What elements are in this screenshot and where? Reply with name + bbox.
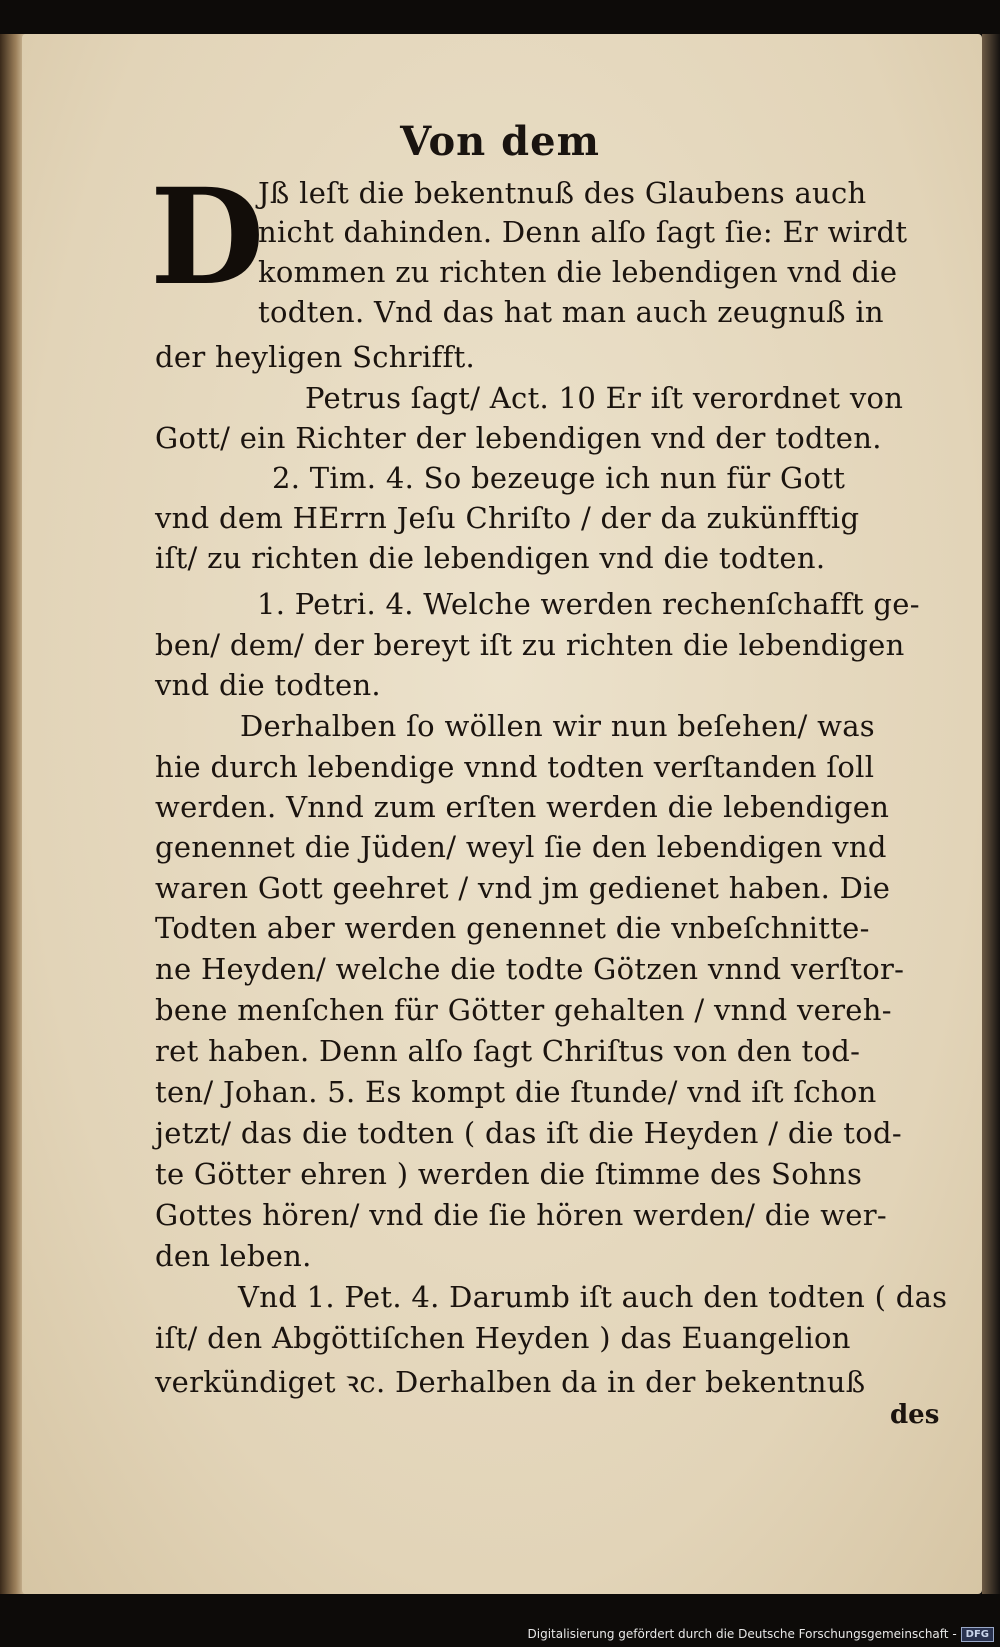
text-line: iſt/ den Abgöttiſchen Heyden ) das Euangelion bbox=[155, 1321, 851, 1355]
text-line: Jß leſt die bekentnuß des Glaubens auch bbox=[258, 176, 867, 210]
text-line: verkündiget ꝛc. Derhalben da in der bekentnuß bbox=[155, 1365, 866, 1399]
dfg-logo: DFG bbox=[961, 1627, 994, 1642]
text-line: ret haben. Denn alſo ſagt Chriſtus von den tod- bbox=[155, 1034, 861, 1068]
text-line: 2. Tim. 4. So bezeuge ich nun für Gott bbox=[272, 461, 846, 495]
text-line: jetzt/ das die todten ( das iſt die Heyden / die tod- bbox=[155, 1116, 902, 1150]
text-line: den leben. bbox=[155, 1239, 312, 1273]
text-line: vnd dem HErrn Jeſu Chriſto / der da zukünfftig bbox=[155, 501, 860, 535]
running-head: Von dem bbox=[400, 118, 600, 165]
text-line: waren Gott geehret / vnd jm gedienet haben. Die bbox=[155, 871, 891, 905]
text-line: bene menſchen für Götter gehalten / vnnd vereh- bbox=[155, 993, 892, 1027]
text-line: genennet die Jüden/ weyl ſie den lebendigen vnd bbox=[155, 830, 887, 864]
digitization-credit bbox=[528, 1625, 995, 1643]
text-line: der heyligen Schrifft. bbox=[155, 340, 476, 374]
text-line: 1. Petri. 4. Welche werden rechenſchafft ge- bbox=[257, 587, 920, 621]
text-line: Todten aber werden genennet die vnbeſchnitte- bbox=[155, 911, 870, 945]
catchword: des bbox=[890, 1400, 940, 1430]
text-line: kommen zu richten die lebendigen vnd die bbox=[258, 255, 898, 289]
text-line: Gottes hören/ vnd die ſie hören werden/ die wer- bbox=[155, 1198, 888, 1232]
credit-text: Digitalisierung gefördert durch die Deutsche Forschungsgemeinschaft - bbox=[527, 1627, 957, 1641]
text-line: Gott/ ein Richter der lebendigen vnd der todten. bbox=[155, 421, 882, 455]
text-line: todten. Vnd das hat man auch zeugnuß in bbox=[258, 295, 884, 329]
text-line: vnd die todten. bbox=[155, 668, 381, 702]
text-line: hie durch lebendige vnnd todten verſtanden ſoll bbox=[155, 750, 875, 784]
text-line: nicht dahinden. Denn alſo ſagt ſie: Er wirdt bbox=[258, 215, 908, 249]
text-line: te Götter ehren ) werden die ſtimme des Sohns bbox=[155, 1157, 863, 1191]
text-line: werden. Vnnd zum erſten werden die lebendigen bbox=[155, 790, 890, 824]
text-line: Vnd 1. Pet. 4. Darumb iſt auch den todten ( das bbox=[238, 1280, 948, 1314]
text-line: ten/ Johan. 5. Es kompt die ſtunde/ vnd iſt ſchon bbox=[155, 1075, 877, 1109]
text-line: Derhalben ſo wöllen wir nun beſehen/ was bbox=[240, 709, 875, 743]
text-line: iſt/ zu richten die lebendigen vnd die todten. bbox=[155, 541, 826, 575]
text-line: ben/ dem/ der bereyt iſt zu richten die lebendigen bbox=[155, 628, 905, 662]
drop-cap-initial: D bbox=[150, 160, 265, 315]
text-line: Petrus ſagt/ Act. 10 Er iſt verordnet von bbox=[305, 381, 904, 415]
text-line: ne Heyden/ welche die todte Götzen vnnd verſtor- bbox=[155, 952, 905, 986]
